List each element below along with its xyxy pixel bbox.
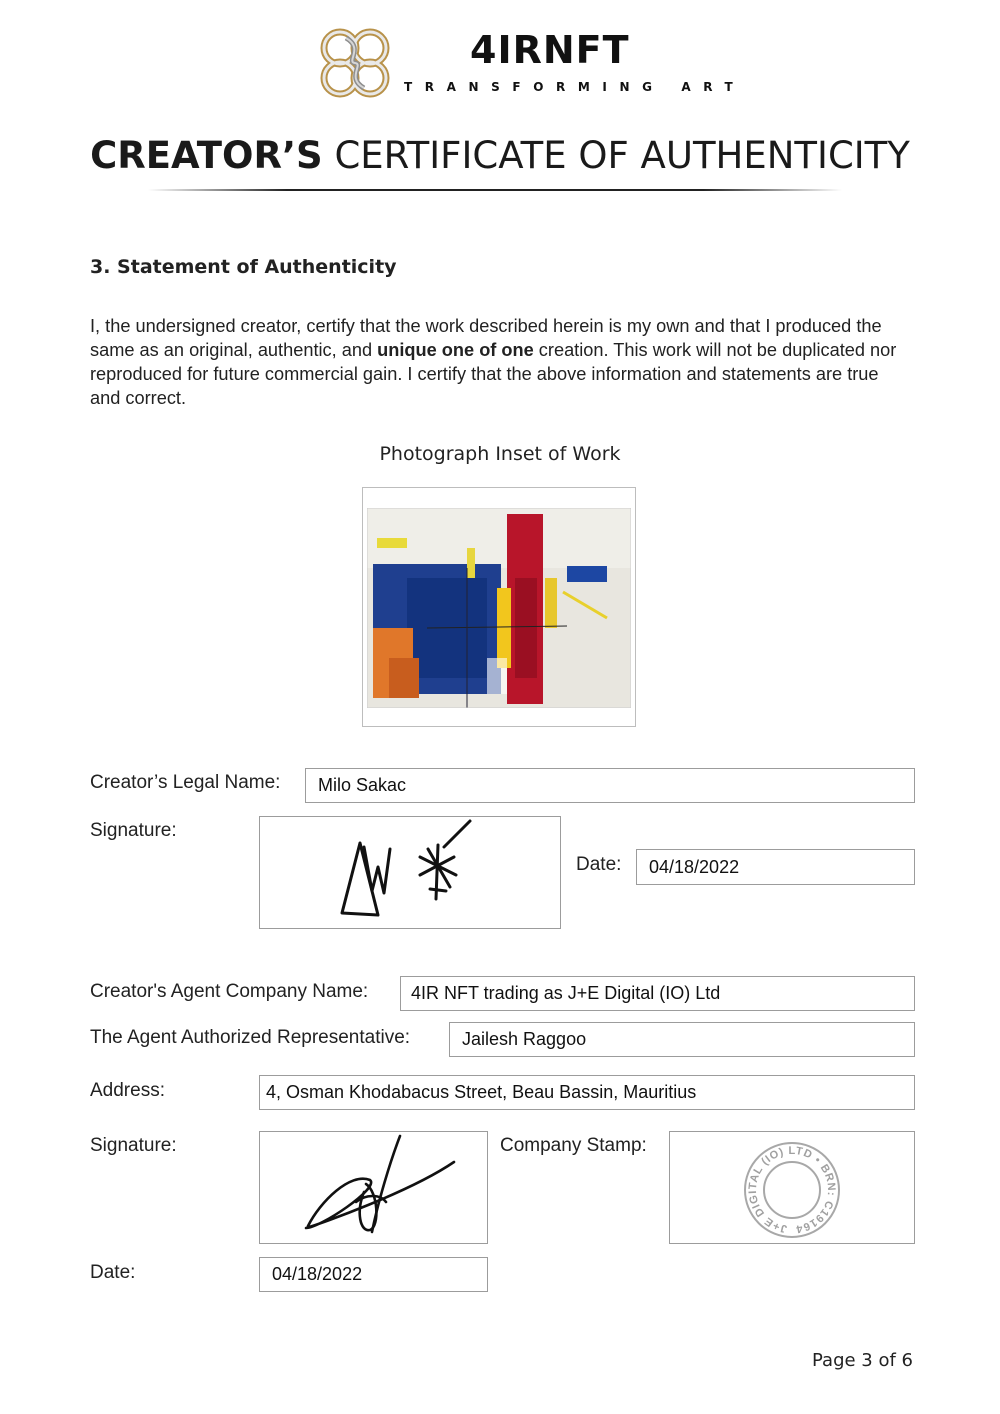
- stamp-text: J+E DIGITAL (IO) LTD • BRN: C19164: [746, 1144, 838, 1235]
- photo-caption: Photograph Inset of Work: [379, 443, 621, 465]
- agent-address-field[interactable]: 4, Osman Khodabacus Street, Beau Bassin, Mauritius: [259, 1075, 915, 1110]
- statement-emphasis: unique one of one: [377, 340, 534, 360]
- creator-date-label: Date:: [576, 854, 622, 875]
- statement-text: I, the undersigned creator, certify that the work described herein is my own and that I produced the same as an original, authentic, and: [90, 316, 882, 360]
- agent-signature-box[interactable]: [259, 1131, 488, 1244]
- brand-name: 4IRNFT: [470, 28, 630, 72]
- brand-tagline: TRANSFORMING ART: [404, 80, 746, 94]
- agent-rep-field[interactable]: Jailesh Raggoo: [449, 1022, 915, 1057]
- agent-signature-image: [260, 1132, 487, 1243]
- creator-name-field[interactable]: Milo Sakac: [305, 768, 915, 803]
- statement-text-cont: creation. This work will not be duplicated nor reproduced for future commercial gain. I certify that the above information and statements are true and correct.: [90, 340, 897, 408]
- agent-rep-label: The Agent Authorized Representative:: [90, 1027, 411, 1048]
- company-stamp-box[interactable]: [669, 1131, 915, 1244]
- company-stamp-image: [670, 1132, 914, 1243]
- photo-inset-frame: [362, 487, 636, 727]
- title-divider: [148, 189, 842, 191]
- agent-signature-label: Signature:: [90, 1135, 177, 1156]
- page-title: [0, 134, 1000, 177]
- page-number: Page 3 of 6: [812, 1350, 913, 1371]
- brand-logo-icon: [316, 24, 394, 102]
- creator-date-field[interactable]: 04/18/2022: [636, 849, 915, 885]
- company-stamp-label: Company Stamp:: [500, 1135, 647, 1156]
- creator-signature-label: Signature:: [90, 820, 177, 841]
- creator-signature-box[interactable]: [259, 816, 561, 929]
- agent-date-field[interactable]: 04/18/2022: [259, 1257, 488, 1292]
- creator-signature-image: [260, 817, 560, 928]
- title-rest: CERTIFICATE OF AUTHENTICITY: [334, 134, 910, 177]
- artwork-photo: [367, 508, 631, 708]
- statement-paragraph: [90, 314, 910, 410]
- agent-date-label: Date:: [90, 1262, 136, 1283]
- agent-company-field[interactable]: 4IR NFT trading as J+E Digital (IO) Ltd: [400, 976, 915, 1011]
- section-heading: 3. Statement of Authenticity: [90, 256, 397, 278]
- title-bold: CREATOR’S: [90, 134, 323, 177]
- agent-company-label: Creator's Agent Company Name:: [90, 981, 369, 1002]
- agent-address-label: Address:: [90, 1080, 165, 1101]
- creator-name-label: Creator’s Legal Name:: [90, 772, 281, 793]
